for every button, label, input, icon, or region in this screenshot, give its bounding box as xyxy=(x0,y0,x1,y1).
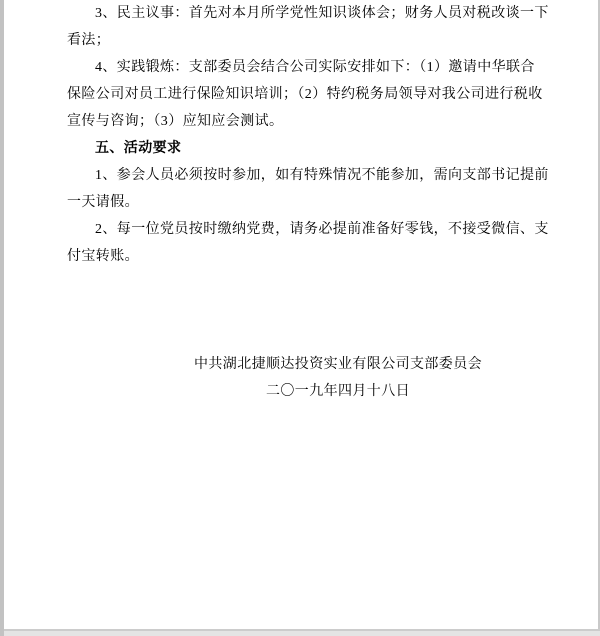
text-line: 看法； xyxy=(67,33,111,48)
text-line: 一天请假。 xyxy=(67,195,139,210)
section-heading: 五、活动要求 xyxy=(95,141,182,156)
window-bottom-edge xyxy=(4,631,600,636)
text-line: 付宝转账。 xyxy=(67,249,139,264)
date-line: 二〇一九年四月十八日 xyxy=(266,384,410,399)
text-line: 2、每一位党员按时缴纳党费，请务必提前准备好零钱，不接受微信、支 xyxy=(95,222,549,237)
text-line: 1、参会人员必须按时参加，如有特殊情况不能参加，需向支部书记提前 xyxy=(95,168,549,183)
text-line: 3、民主议事：首先对本月所学党性知识谈体会；财务人员对税改谈一下 xyxy=(95,6,549,21)
text-line: 保险公司对员工进行保险知识培训；（2）特约税务局领导对我公司进行税收 xyxy=(67,87,543,102)
blank-line xyxy=(67,270,533,297)
text-line: 4、实践锻炼：支部委员会结合公司实际安排如下：（1）邀请中华联合 xyxy=(95,60,535,75)
text-line: 宣传与咨询；（3）应知应会测试。 xyxy=(67,114,284,129)
window-left-edge xyxy=(0,0,4,636)
blank-line xyxy=(67,324,533,351)
document-body[interactable] xyxy=(67,0,549,405)
blank-line xyxy=(67,297,533,324)
signature-line: 中共湖北捷顺达投资实业有限公司支部委员会 xyxy=(194,357,482,372)
